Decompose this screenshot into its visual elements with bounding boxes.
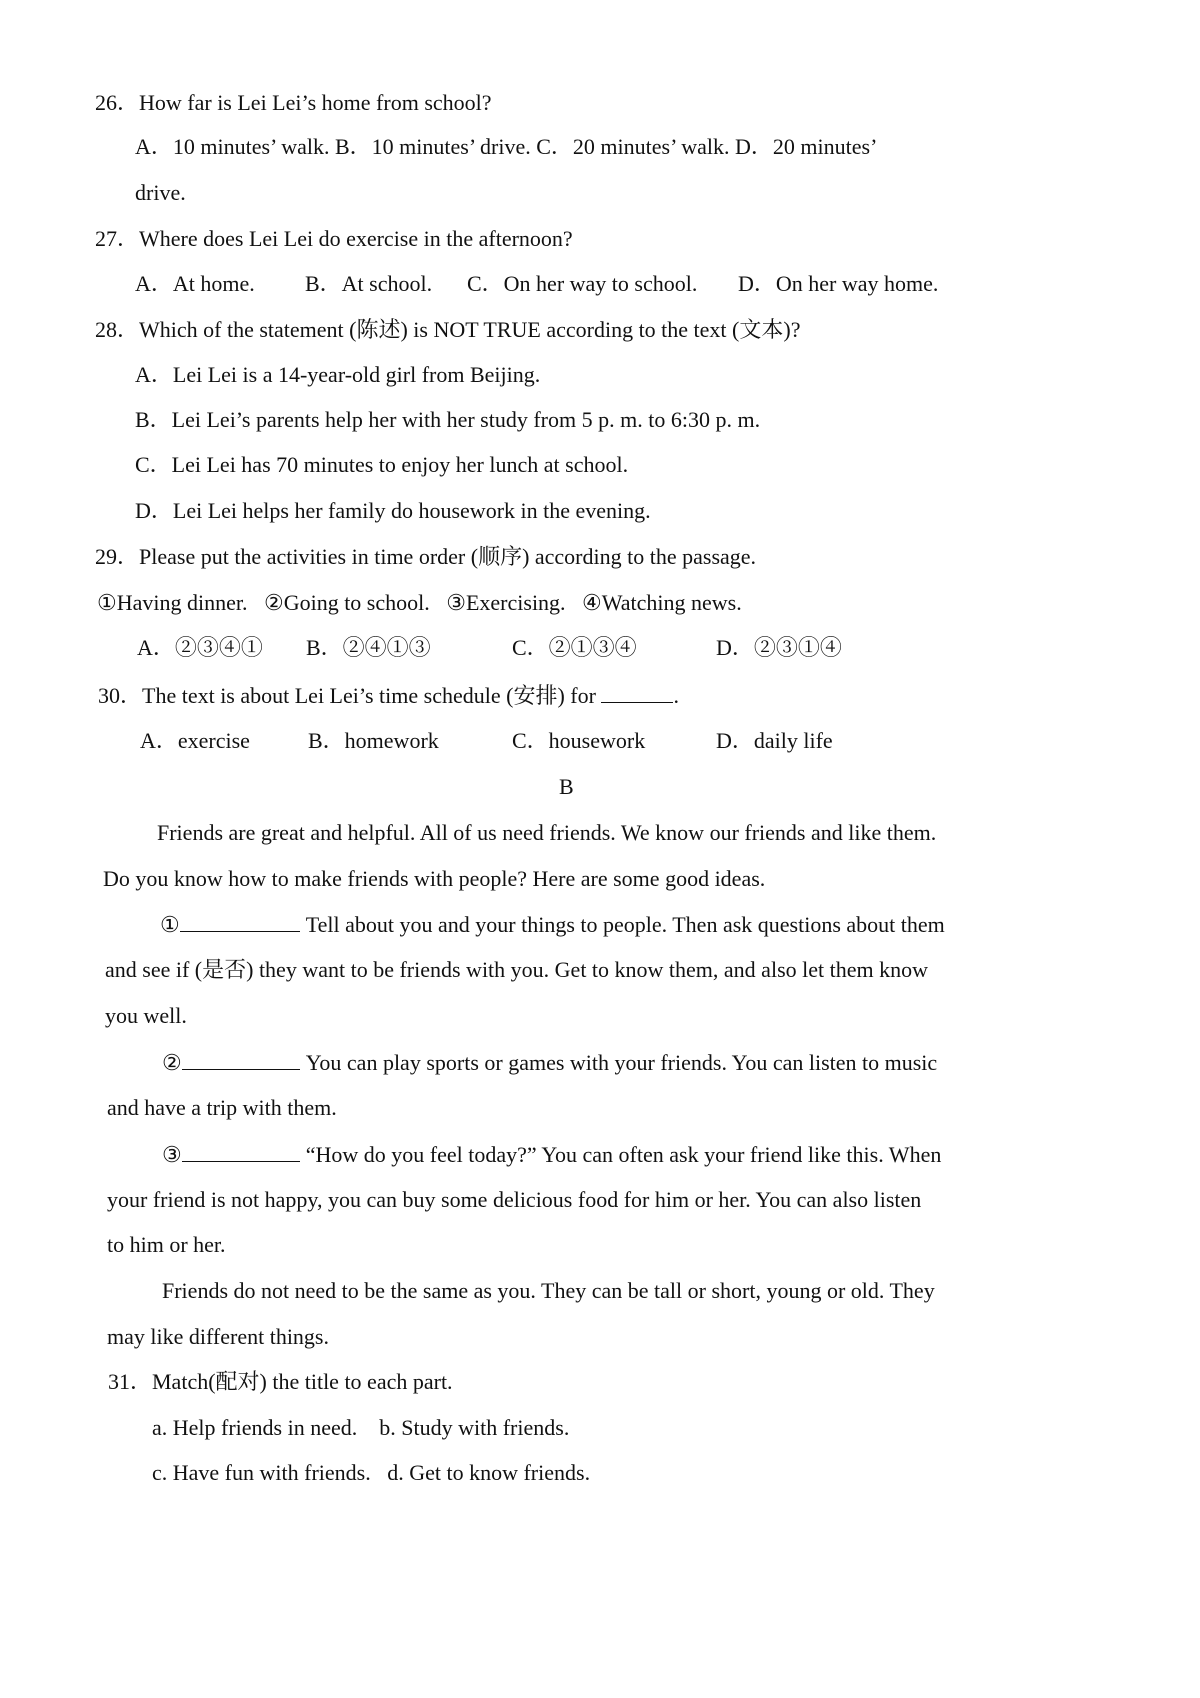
question-30-option-b: B．homework <box>308 728 439 753</box>
passage-b-part-1-line-1 <box>160 913 945 936</box>
section-b-heading: B <box>559 774 574 799</box>
question-30-stem-end: . <box>673 683 679 708</box>
question-30-option-c: C．housework <box>512 728 646 753</box>
question-28-option-b: B．Lei Lei’s parents help her with her study from 5 p. m. to 6:30 p. m. <box>135 407 761 432</box>
passage-b-intro-line-1: Friends are great and helpful. All of us need friends. We know our friends and like them. <box>157 820 937 845</box>
passage-b-closing-line-1: Friends do not need to be the same as you. They can be tall or short, young or old. They <box>162 1278 935 1303</box>
question-29-stem: 29．Please put the activities in time order (顺序) according to the passage. <box>95 544 757 569</box>
part-2-title-blank[interactable] <box>182 1051 300 1070</box>
part-3-marker: ③ <box>162 1142 182 1167</box>
passage-b-part-2-line-1 <box>162 1051 937 1074</box>
passage-b-part-2-line-2: and have a trip with them. <box>107 1095 337 1120</box>
part-1-title-blank[interactable] <box>180 913 300 932</box>
passage-b-part-3-line-3: to him or her. <box>107 1232 226 1257</box>
passage-b-part-1-line-3: you well. <box>105 1003 187 1028</box>
question-29-option-c: C．②①③④ <box>512 635 637 660</box>
passage-b-intro-line-2: Do you know how to make friends with people? Here are some good ideas. <box>103 866 766 891</box>
question-30-answer-blank[interactable] <box>601 684 673 703</box>
part-1-marker: ① <box>160 912 180 937</box>
question-28-option-a: A．Lei Lei is a 14-year-old girl from Beijing. <box>135 362 541 387</box>
question-28-stem: 28．Which of the statement (陈述) is NOT TRUE according to the text (文本)? <box>95 317 801 342</box>
question-31-titles-row-2: c. Have fun with friends. d. Get to know friends. <box>152 1460 591 1485</box>
question-27-option-d: D．On her way home. <box>738 271 939 296</box>
passage-b-part-1-line-2: and see if (是否) they want to be friends with you. Get to know them, and also let them know <box>105 957 928 982</box>
question-30-option-a: A．exercise <box>140 728 250 753</box>
part-3-title-blank[interactable] <box>182 1143 300 1162</box>
question-27-option-b: B．At school. <box>305 271 433 296</box>
question-29-option-d: D．②③①④ <box>716 635 842 660</box>
question-26-options: A．10 minutes’ walk. B．10 minutes’ drive. C．20 minutes’ walk. D．20 minutes’ <box>135 134 878 159</box>
question-30-option-d: D．daily life <box>716 728 833 753</box>
question-27-option-c: C．On her way to school. <box>467 271 698 296</box>
question-27-stem: 27．Where does Lei Lei do exercise in the afternoon? <box>95 226 573 251</box>
question-30-stem <box>98 684 679 707</box>
question-29-activities: ①Having dinner. ②Going to school. ③Exercising. ④Watching news. <box>97 590 742 615</box>
part-2-text: You can play sports or games with your friends. You can listen to music <box>305 1050 938 1075</box>
part-2-marker: ② <box>162 1050 182 1075</box>
question-26-options-wrap: drive. <box>135 180 186 205</box>
passage-b-closing-line-2: may like different things. <box>107 1324 329 1349</box>
question-30-stem-text: 30．The text is about Lei Lei’s time schedule (安排) for <box>98 683 596 708</box>
passage-b-part-3-line-1 <box>162 1143 941 1166</box>
question-29-option-a: A．②③④① <box>137 635 263 660</box>
question-29-option-b: B．②④①③ <box>306 635 431 660</box>
question-28-option-d: D．Lei Lei helps her family do housework in the evening. <box>135 498 651 523</box>
question-31-titles-row-1: a. Help friends in need. b. Study with friends. <box>152 1415 570 1440</box>
question-28-option-c: C．Lei Lei has 70 minutes to enjoy her lunch at school. <box>135 452 629 477</box>
part-3-text: “How do you feel today?” You can often ask your friend like this. When <box>305 1142 942 1167</box>
question-31-stem: 31．Match(配对) the title to each part. <box>108 1369 453 1394</box>
part-1-text: Tell about you and your things to people. Then ask questions about them <box>305 912 945 937</box>
question-27-option-a: A．At home. <box>135 271 255 296</box>
question-26-stem: 26．How far is Lei Lei’s home from school? <box>95 90 492 115</box>
passage-b-part-3-line-2: your friend is not happy, you can buy some delicious food for him or her. You can also listen <box>107 1187 922 1212</box>
